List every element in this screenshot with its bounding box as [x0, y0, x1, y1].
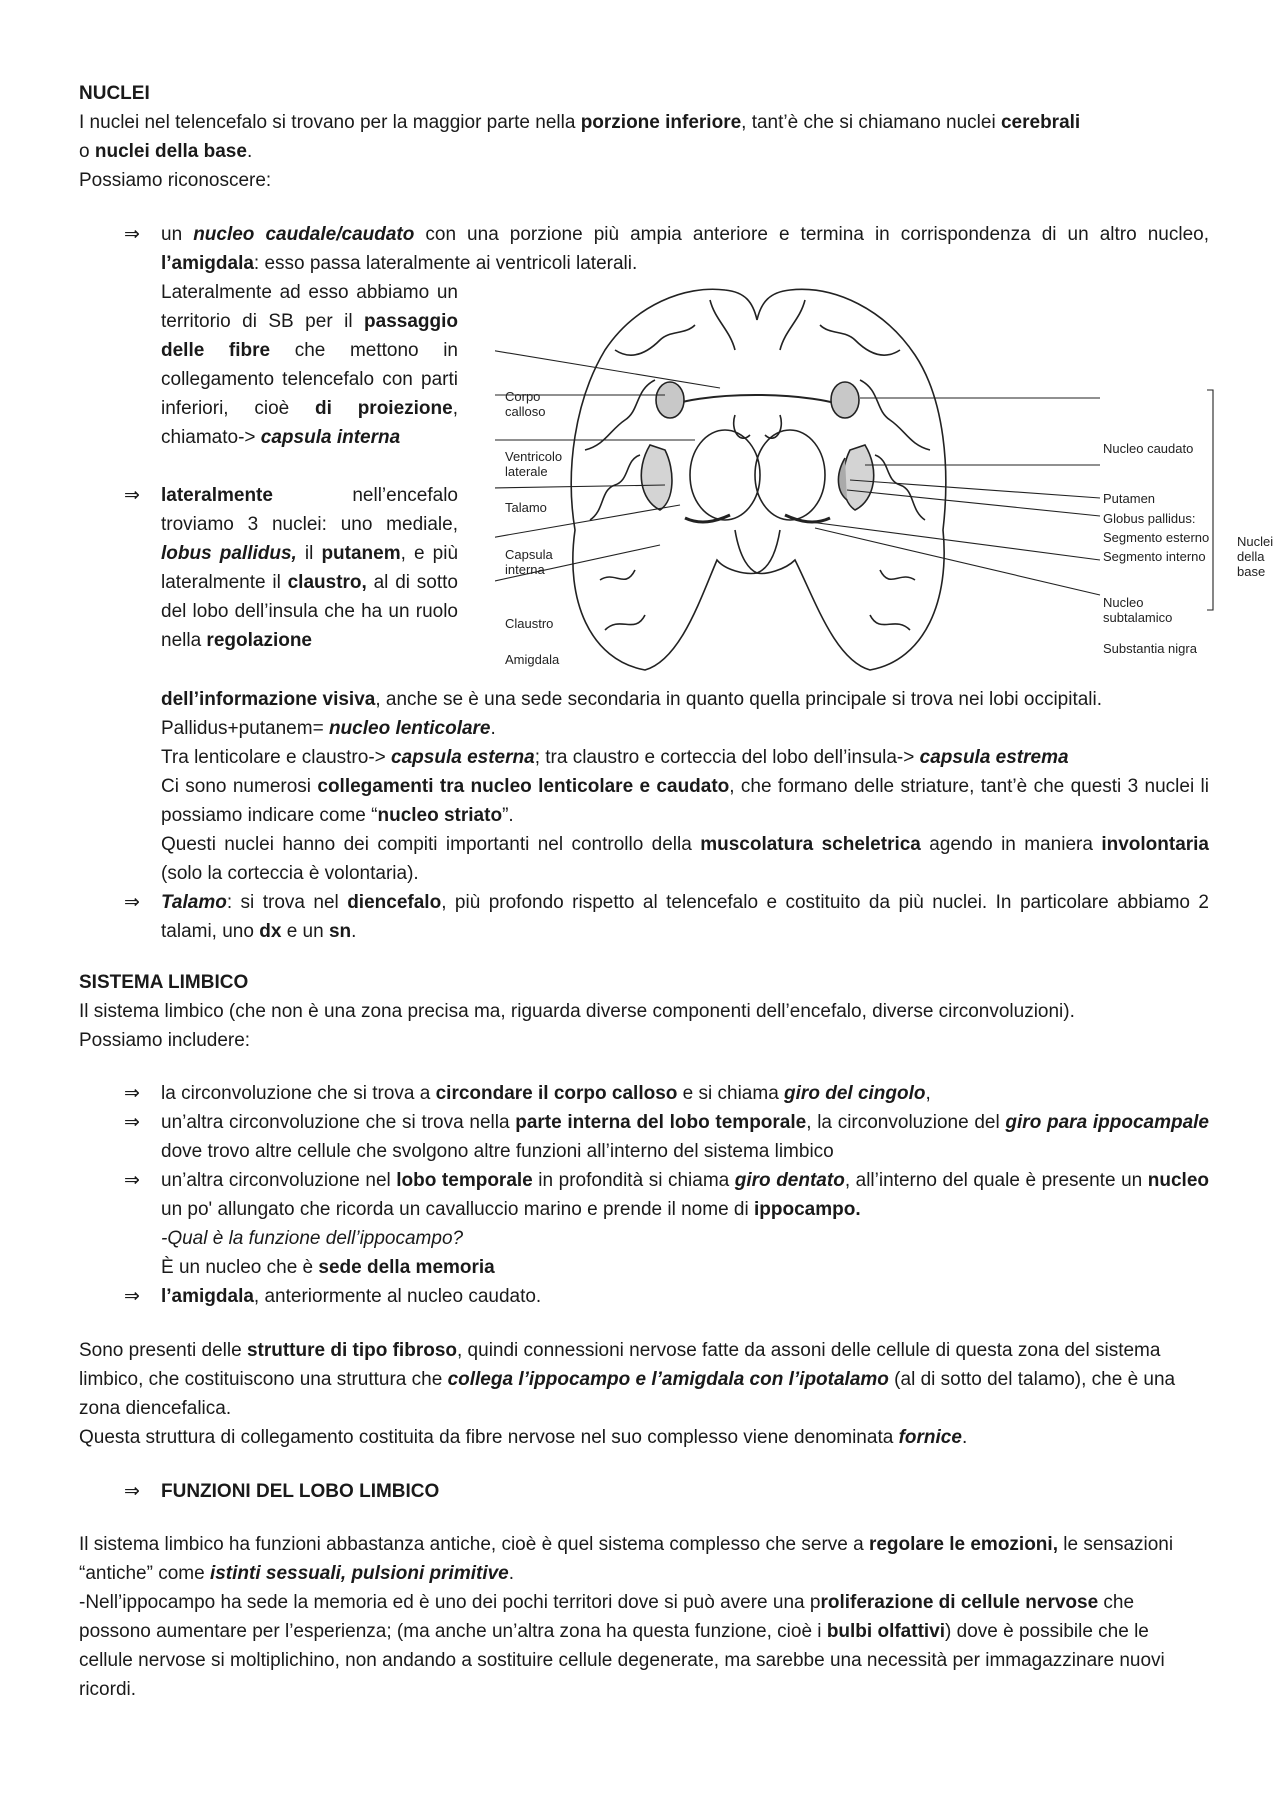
figure-label-amigdala: Amigdala [505, 652, 560, 667]
figure-label-laterale: laterale [505, 464, 548, 479]
figure-label-ventricolo: Ventricolo [505, 449, 563, 464]
figure-label-nuclei: Nuclei [1237, 534, 1274, 549]
bullet-arrow-icon: ⇒ [124, 1111, 140, 1133]
figure-label-claustro: Claustro [505, 616, 554, 631]
limbico-bullet-dentato: un’altra circonvoluzione nel lobo temporale in profondità si chiama giro dentato, all’interno del quale è presente un nucleo un po' allungato che ricorda un cavalluccio marino e prende il nome di ippocampo. [161, 1170, 1209, 1220]
figure-label-capsula: Capsula [505, 547, 553, 562]
bullet-arrow-icon: ⇒ [124, 1285, 140, 1307]
brain-illustration [571, 289, 946, 670]
figure-label-calloso: calloso [505, 404, 546, 419]
figure-label-interna: interna [505, 562, 545, 577]
nuclei-recognize: Possiamo riconoscere: [79, 170, 272, 191]
bullet-arrow-icon: ⇒ [124, 1082, 140, 1104]
bullet-arrow-icon: ⇒ [124, 891, 140, 913]
figure-label-nucleo-caudato: Nucleo caudato [1103, 441, 1194, 456]
funzioni-paragraph-1: Il sistema limbico ha funzioni abbastanza antiche, cioè è quel sistema complesso che serve a regolare le emozioni, le sensazioni “antiche” come istinti sessuali, pulsioni primitive. [79, 1534, 1174, 1584]
figure-label-segmento-interno: Segmento interno [1103, 549, 1206, 564]
limbico-answer: È un nucleo che è sede della memoria [161, 1257, 495, 1278]
figure-label-talamo: Talamo [505, 500, 547, 515]
section-title-funzioni: FUNZIONI DEL LOBO LIMBICO [161, 1481, 440, 1502]
figure-label-globus-pallidus: Globus pallidus: [1103, 511, 1196, 526]
limbico-bullet-paraippocampale: un’altra circonvoluzione che si trova nella parte interna del lobo temporale, la circonvoluzione del giro para ippocampale dove trovo altre cellule che svolgono altre funzioni all’interno del sistema limbico [161, 1112, 1209, 1162]
funzioni-paragraph-2: -Nell’ippocampo ha sede la memoria ed è uno dei pochi territori dove si può avere una proliferazione di cellule nervose che possono aumentare per l’esperienza; (ma anche un’altra zona ha questa funzione, cioè i bulbi olfattivi) dove è possibile che le cellule nervose si moltiplichino, non andando a sostituire cellule degenerate, ma sarebbe una necessità per immagazzinare nuovi ricordi. [79, 1592, 1165, 1700]
limbico-intro: Il sistema limbico (che non è una zona precisa ma, riguarda diverse componenti dell’encefalo, diverse circonvoluzioni). Possiamo includere: [79, 1001, 1075, 1051]
nuclei-bullet-laterali: lateralmente nell’encefalo troviamo 3 nuclei: uno mediale, lobus pallidus, il putanem, e più lateralmente il claustro, al di sotto del lobo dell’insula che ha un ruolo nella regolazione [161, 485, 459, 651]
figure-label-segmento-esterno: Segmento esterno [1103, 530, 1210, 545]
limbico-bullet-cingolo: la circonvoluzione che si trova a circondare il corpo calloso e si chiama giro del cingolo, [161, 1083, 931, 1104]
figure-label-subtalamico: subtalamico [1103, 610, 1173, 625]
bullet-arrow-icon: ⇒ [124, 223, 140, 245]
figure-label-della: della [1237, 549, 1265, 564]
section-title-nuclei: NUCLEI [79, 83, 150, 104]
figure-label-corpo: Corpo [505, 389, 541, 404]
bullet-arrow-icon: ⇒ [124, 1480, 140, 1502]
nuclei-visiva-line: dell’informazione visiva, anche se è una sede secondaria in quanto quella principale si trova nei lobi occipitali. [161, 689, 1103, 710]
figure-label-base: base [1237, 564, 1266, 579]
figure-label-putamen: Putamen [1103, 491, 1156, 506]
figure-label-substantia-nigra: Substantia nigra [1103, 641, 1197, 656]
nuclei-intro-2: o nuclei della base. [79, 141, 253, 162]
bullet-arrow-icon: ⇒ [124, 1169, 140, 1191]
nuclei-intro: I nuclei nel telencefalo si trovano per la maggior parte nella porzione inferiore, tant’è che si chiamano nuclei cerebrali [79, 112, 1081, 133]
nucleo-lenticolare-line: Pallidus+putanem= nucleo lenticolare. [161, 718, 496, 739]
capsula-esterna-line: Tra lenticolare e claustro-> capsula esterna; tra claustro e corteccia del lobo dell’insula-> capsula estrema [161, 747, 1069, 768]
brain-coronal-section-figure [495, 270, 1280, 680]
section-title-limbico: SISTEMA LIMBICO [79, 972, 249, 993]
capsula-interna-text: Lateralmente ad esso abbiamo un territorio di SB per il passaggio delle fibre che mettono in collegamento telencefalo con parti inferiori, cioè di proiezione, chiamato-> capsula interna [161, 282, 459, 448]
limbico-bullet-amigdala: l’amigdala, anteriormente al nucleo caudato. [161, 1286, 542, 1307]
limbico-fornice-line: Questa struttura di collegamento costituita da fibre nervose nel suo complesso viene denominata fornice. [79, 1427, 968, 1448]
nucleo-striato-paragraph: Ci sono numerosi collegamenti tra nucleo lenticolare e caudato, che formano delle striature, tant’è che questi 3 nuclei li possiamo indicare come “nucleo striato”. [161, 776, 1209, 826]
nuclei-bullet-caudato: un nucleo caudale/caudato con una porzione più ampia anteriore e termina in corrispondenza di un altro nucleo, l’amigdala: esso passa lateralmente ai ventricoli laterali. [161, 224, 1209, 274]
limbico-fibre-paragraph: Sono presenti delle strutture di tipo fibroso, quindi connessioni nervose fatte da assoni delle cellule di questa zona del sistema limbico, che costituiscono una struttura che collega l’ippocampo e l’amigdala con l’ipotalamo (al di sotto del talamo), che è una zona diencefalica. [79, 1340, 1176, 1419]
muscolatura-paragraph: Questi nuclei hanno dei compiti importanti nel controllo della muscolatura scheletrica agendo in maniera involontaria (solo la corteccia è volontaria). [161, 834, 1210, 884]
figure-label-nucleo: Nucleo [1103, 595, 1144, 610]
limbico-question: -Qual è la funzione dell’ippocampo? [161, 1228, 464, 1249]
bullet-arrow-icon: ⇒ [124, 484, 140, 506]
nuclei-bullet-talamo: Talamo: si trova nel diencefalo, più profondo rispetto al telencefalo e costituito da più nuclei. In particolare abbiamo 2 talami, uno dx e un sn. [161, 892, 1209, 942]
